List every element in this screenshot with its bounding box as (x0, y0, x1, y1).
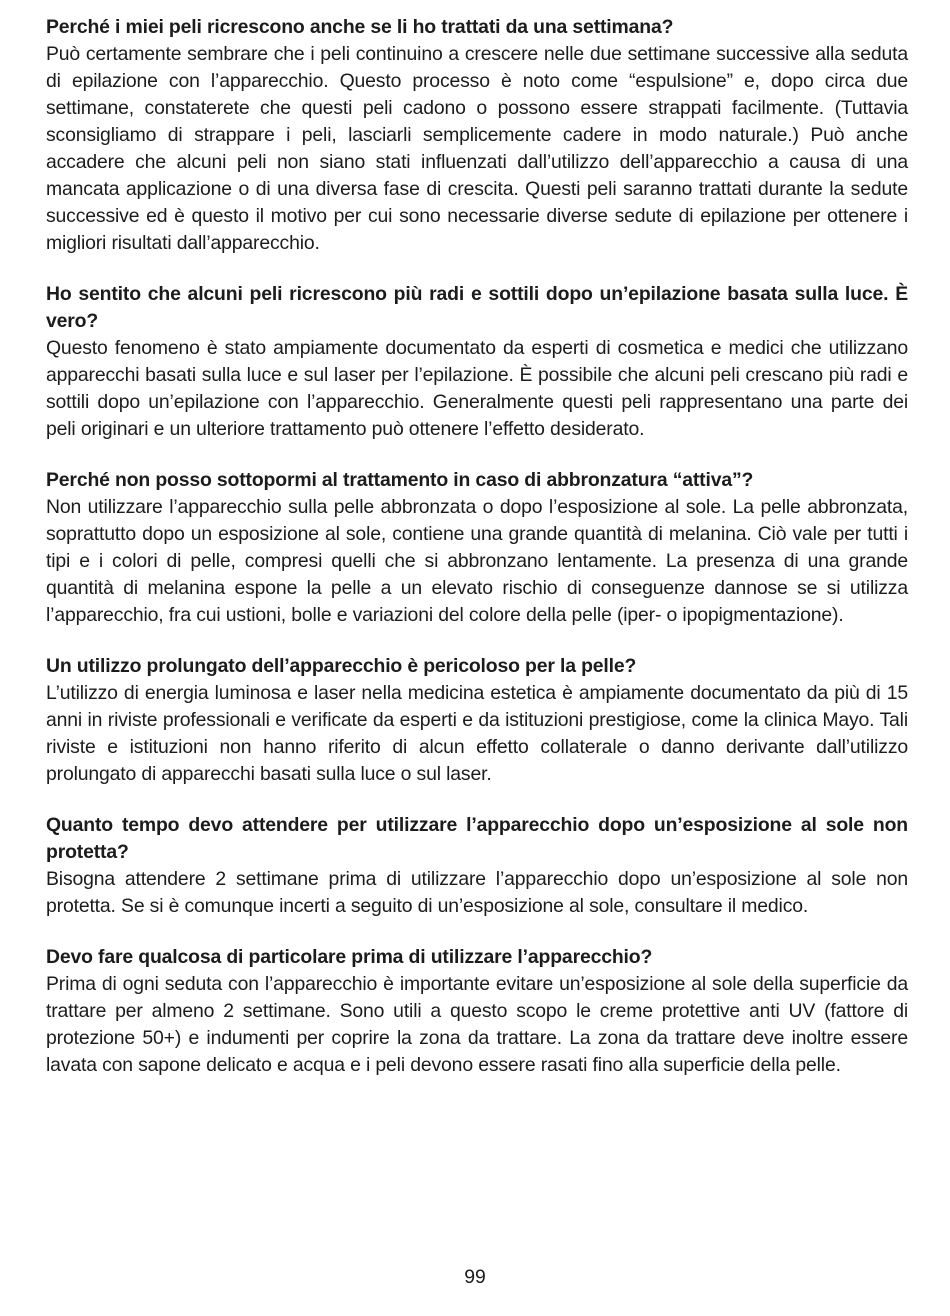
faq-answer: Prima di ogni seduta con l’apparecchio è importante evitare un’esposizione al sole della superficie da trattare per almeno 2 settimane. Sono utili a questo scopo le creme protettive anti UV (fattore di protezione 50+) e indumenti per coprire la zona da trattare. La zona da trattare deve inoltre essere lavata con sapone delicato e acqua e i peli devono essere rasati fino alla superficie della pelle. (46, 973, 908, 1076)
faq-answer: Non utilizzare l’apparecchio sulla pelle abbronzata o dopo l’esposizione al sole. La pelle abbronzata, soprattutto dopo un esposizione al sole, contiene una grande quantità di melanina. Ciò vale per tutti i tipi e i colori di pelle, compresi quelli che si abbronzano lentamente. La presenza di una grande quantità di melanina espone la pelle a un elevato rischio di conseguenze dannose se si utilizza l’apparecchio, fra cui ustioni, bolle e variazioni del colore della pelle (iper- o ipopigmentazione). (46, 496, 908, 626)
faq-section-active-tan (46, 467, 908, 629)
faq-question: Perché i miei peli ricrescono anche se li ho trattati da una settimana? (46, 16, 674, 38)
faq-question: Perché non posso sottopormi al trattamento in caso di abbronzatura “attiva”? (46, 469, 754, 491)
manual-page (46, 14, 908, 1103)
faq-question: Devo fare qualcosa di particolare prima di utilizzare l’apparecchio? (46, 946, 653, 968)
faq-section-thinner-hair (46, 281, 908, 443)
faq-answer: Questo fenomeno è stato ampiamente documentato da esperti di cosmetica e medici che utilizzano apparecchi basati sulla luce e sul laser per l’epilazione. È possibile che alcuni peli crescano più radi e sottili dopo un’epilazione con l’apparecchio. Generalmente questi peli rappresentano una parte dei peli originari e un ulteriore trattamento può ottenere l’effetto desiderato. (46, 337, 908, 440)
faq-answer: Bisogna attendere 2 settimane prima di utilizzare l’apparecchio dopo un’esposizione al sole non protetta. Se si è comunque incerti a seguito di un’esposizione al sole, consultare il medico. (46, 868, 908, 917)
faq-section-regrowth (46, 14, 908, 257)
faq-section-prolonged-use (46, 653, 908, 788)
faq-question: Quanto tempo devo attendere per utilizzare l’apparecchio dopo un’esposizione al sole non protetta? (46, 814, 908, 863)
page-number: 99 (464, 1266, 486, 1288)
faq-section-sun-exposure-wait (46, 812, 908, 920)
faq-section-preparation (46, 944, 908, 1079)
faq-question: Ho sentito che alcuni peli ricrescono più radi e sottili dopo un’epilazione basata sulla luce. È vero? (46, 283, 908, 332)
faq-answer: L’utilizzo di energia luminosa e laser nella medicina estetica è ampiamente documentato da più di 15 anni in riviste professionali e verificate da esperti e da istituzioni prestigiose, come la clinica Mayo. Tali riviste e istituzioni non hanno riferito di alcun effetto collaterale o danno derivante dall’utilizzo prolungato di apparecchi basati sulla luce o sul laser. (46, 682, 908, 785)
faq-question: Un utilizzo prolungato dell’apparecchio è pericoloso per la pelle? (46, 655, 637, 677)
faq-answer: Può certamente sembrare che i peli continuino a crescere nelle due settimane successive alla seduta di epilazione con l’apparecchio. Questo processo è noto come “espulsione” e, dopo circa due settimane, constaterete che questi peli cadono o possono essere strappati facilmente. (Tuttavia sconsigliamo di strappare i peli, lasciarli semplicemente cadere in modo naturale.) Può anche accadere che alcuni peli non siano stati influenzati dall’utilizzo dell’apparecchio a causa di una mancata applicazione o di una diversa fase di crescita. Questi peli saranno trattati durante la sedute successive ed è questo il motivo per cui sono necessarie diverse sedute di epilazione per ottenere i migliori risultati dall’apparecchio. (46, 43, 908, 254)
